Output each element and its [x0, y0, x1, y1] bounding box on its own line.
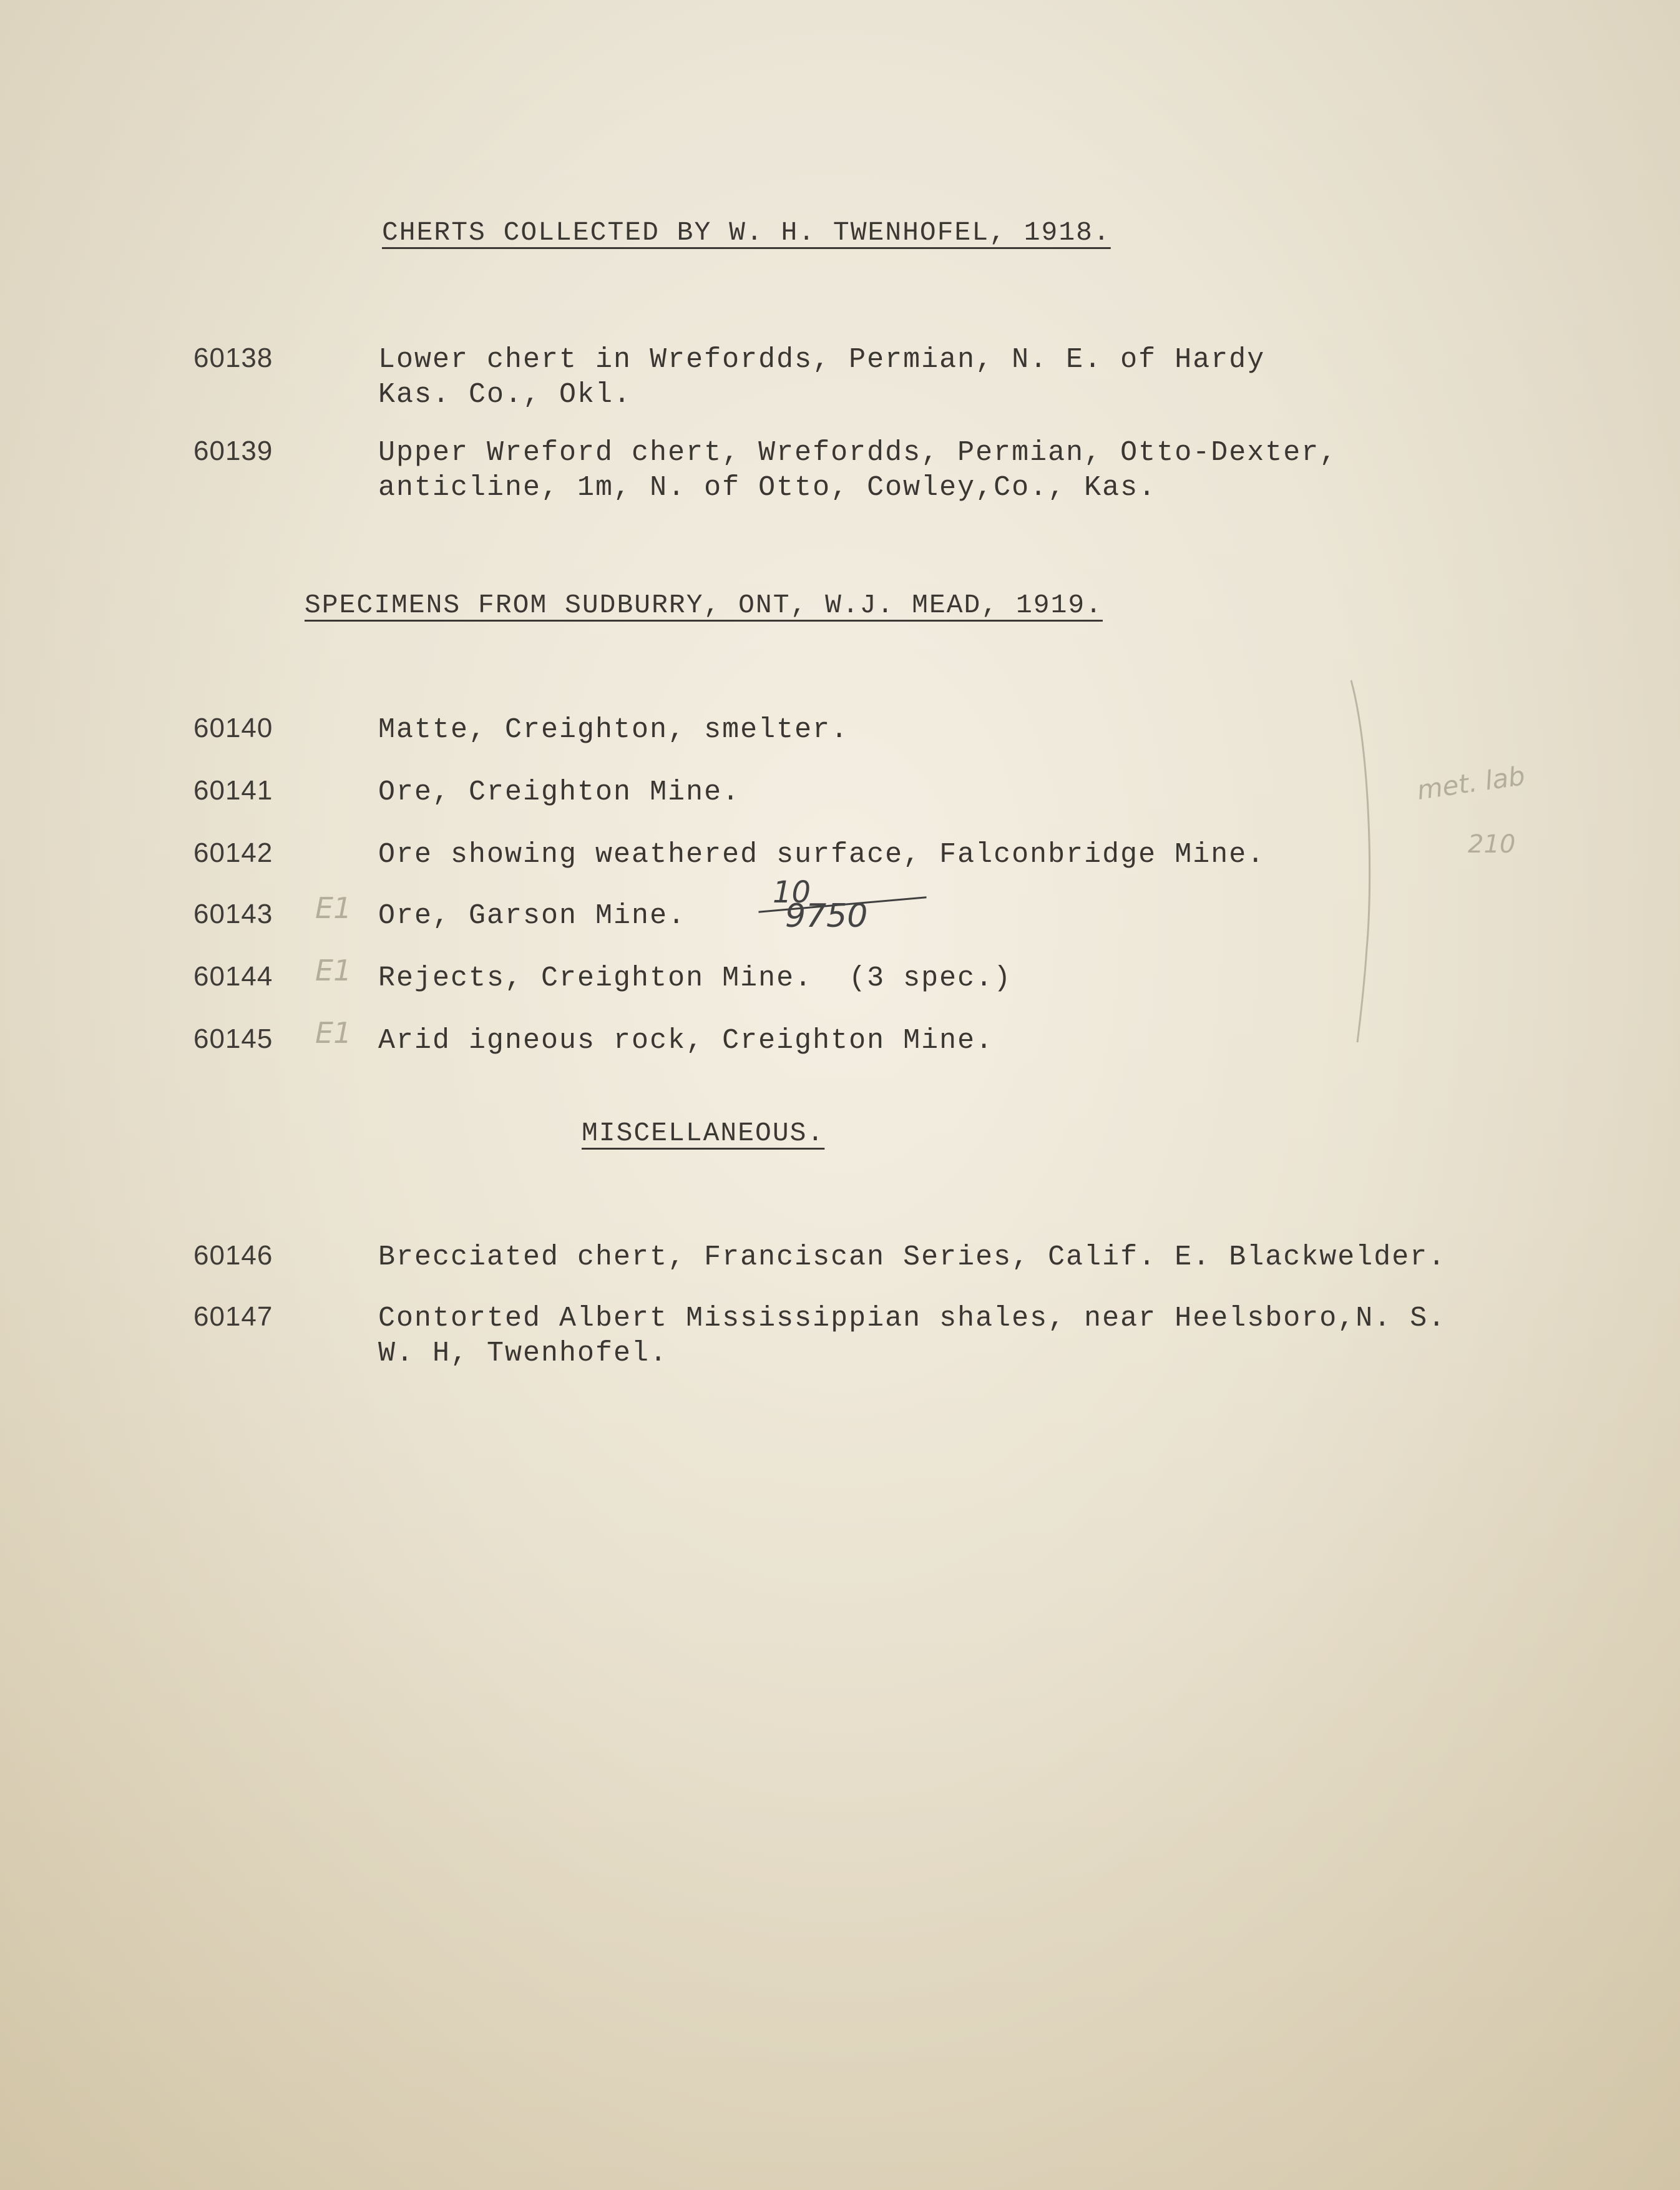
entry-description: Upper Wreford chert, Wrefordds, Permian, Otto-Dexter, anticline, 1m, N. of Otto, Cowley,Co., Kas. [378, 437, 1338, 504]
entry-description: Ore, Creighton Mine. [378, 776, 741, 808]
entry-description: Contorted Albert Mississippian shales, near Heelsboro,N. S. W. H, Twenhofel. [378, 1303, 1447, 1369]
handwritten-margin-number: 210 [1468, 830, 1516, 859]
handwritten-margin-note: met. lab [1415, 760, 1527, 806]
handwritten-e1-mark: E1 [315, 1016, 352, 1050]
entry-description: Rejects, Creighton Mine. (3 spec.) [378, 962, 1012, 994]
catalog-number: 60146 [193, 1240, 273, 1271]
catalog-number: 60140 [193, 713, 273, 743]
catalog-number: 60143 [193, 899, 273, 929]
section-heading-miscellaneous: MISCELLANEOUS. [582, 1118, 825, 1148]
catalog-number: 60144 [193, 961, 273, 992]
catalog-number: 60145 [193, 1024, 273, 1054]
handwritten-fraction-bottom: 9750 [785, 897, 868, 935]
handwritten-bracket-line [1342, 674, 1392, 1049]
catalog-number: 60138 [193, 343, 273, 373]
section-heading-cherts: CHERTS COLLECTED BY W. H. TWENHOFEL, 1918. [382, 217, 1111, 248]
entry-description: Lower chert in Wrefordds, Permian, N. E. of Hardy Kas. Co., Okl. [378, 344, 1266, 411]
entry-description: Matte, Creighton, smelter. [378, 714, 849, 746]
catalog-number: 60147 [193, 1301, 273, 1332]
handwritten-e1-mark: E1 [315, 891, 352, 925]
catalog-number: 60142 [193, 838, 273, 868]
entry-description: Ore showing weathered surface, Falconbridge Mine. [378, 839, 1266, 871]
entry-description: Ore, Garson Mine. [378, 900, 686, 932]
catalog-number: 60141 [193, 775, 273, 806]
section-heading-sudbury: SPECIMENS FROM SUDBURRY, ONT, W.J. MEAD, 1919. [305, 590, 1103, 620]
entry-description: Arid igneous rock, Creighton Mine. [378, 1025, 994, 1057]
handwritten-e1-mark: E1 [315, 954, 352, 987]
handwritten-fraction-top: 10 [773, 875, 811, 910]
catalog-number: 60139 [193, 436, 273, 466]
entry-description: Brecciated chert, Franciscan Series, Calif. E. Blackwelder. [378, 1241, 1447, 1273]
